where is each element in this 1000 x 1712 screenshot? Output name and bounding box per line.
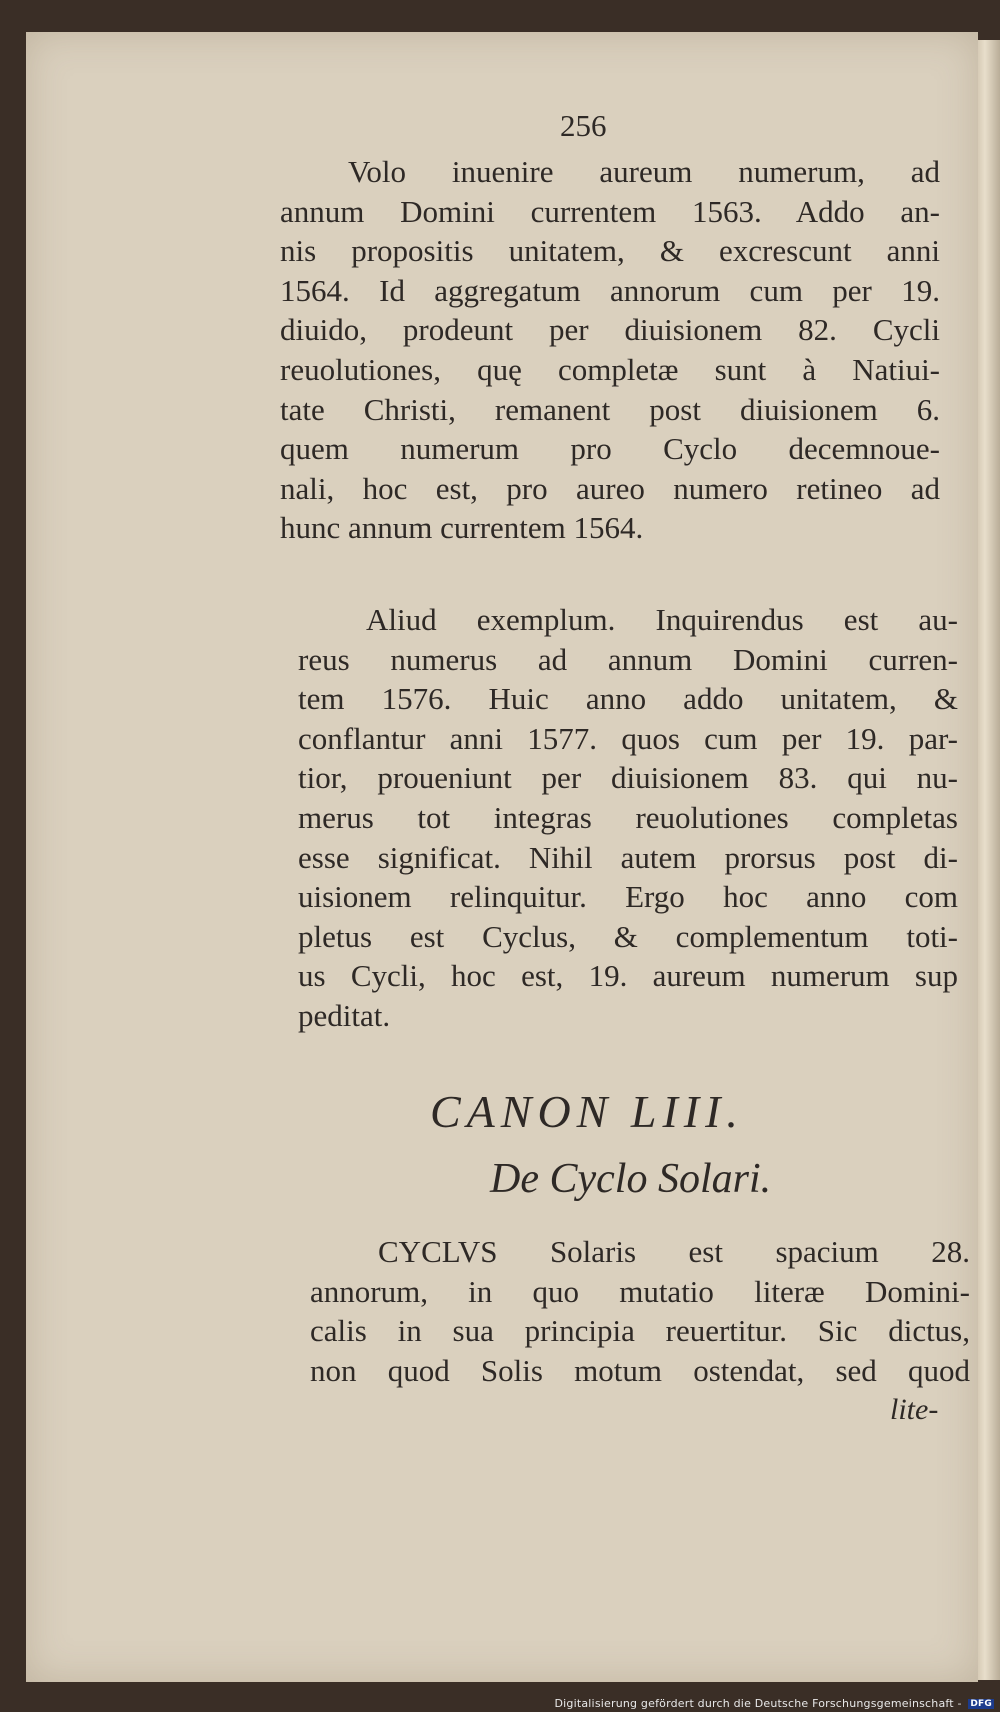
- text-line: hunc annum currentem 1564.: [280, 510, 644, 546]
- text-line: conflantur anni 1577. quos cum per 19. par-: [298, 720, 958, 756]
- footer-text: Digitalisierung gefördert durch die Deutsche Forschungsgemeinschaft -: [554, 1697, 962, 1710]
- paragraph-solar-cycle: [310, 1232, 970, 1390]
- text-line: reus numerus ad annum Domini curren-: [298, 641, 958, 677]
- text-line: nali, hoc est, pro aureo numero retineo ad: [280, 470, 940, 506]
- paragraph-golden-number-example: [280, 152, 940, 548]
- text-line: merus tot integras reuolutiones completas: [298, 799, 958, 835]
- page-edge: [975, 40, 1000, 1680]
- text-line: esse significat. Nihil autem prorsus post di-: [298, 839, 958, 875]
- page-number: 256: [560, 108, 607, 143]
- text-line: pletus est Cyclus, & complementum toti-: [298, 918, 958, 954]
- text-line: calis in sua principia reuertitur. Sic dictus,: [310, 1313, 970, 1349]
- text-line: quem numerum pro Cyclo decemnoue-: [280, 431, 940, 467]
- text-line: us Cycli, hoc est, 19. aureum numerum sup: [298, 958, 958, 994]
- text-line: tior, proueniunt per diuisionem 83. qui nu-: [298, 760, 958, 796]
- text-line: tem 1576. Huic anno addo unitatem, &: [298, 681, 958, 717]
- text-line: uisionem relinquitur. Ergo hoc anno com: [298, 879, 958, 915]
- text-line: Aliud exemplum. Inquirendus est au-: [366, 602, 958, 637]
- text-line: annorum, in quo mutatio literæ Domini-: [310, 1273, 970, 1309]
- canon-subtitle: De Cyclo Solari.: [490, 1156, 772, 1202]
- canon-heading: CANON LIII.: [430, 1086, 744, 1137]
- text-line: reuolutiones, quę completæ sunt à Natiui-: [280, 351, 940, 387]
- text-line: nis propositis unitatem, & excrescunt anni: [280, 233, 940, 269]
- text-line: peditat.: [298, 997, 391, 1033]
- catchword: lite-: [890, 1393, 939, 1426]
- text-line: 1564. Id aggregatum annorum cum per 19.: [280, 272, 940, 308]
- paragraph-second-example: [298, 600, 958, 1036]
- digitization-credit: [554, 1697, 994, 1710]
- text-line: CYCLVS Solaris est spacium 28.: [378, 1234, 970, 1269]
- text-line: diuido, prodeunt per diuisionem 82. Cycli: [280, 312, 940, 348]
- text-line: Volo inuenire aureum numerum, ad: [348, 154, 940, 189]
- dfg-logo: DFG: [970, 1699, 992, 1709]
- text-line: non quod Solis motum ostendat, sed quod: [310, 1352, 970, 1388]
- text-line: tate Christi, remanent post diuisionem 6.: [280, 391, 940, 427]
- text-line: annum Domini currentem 1563. Addo an-: [280, 193, 940, 229]
